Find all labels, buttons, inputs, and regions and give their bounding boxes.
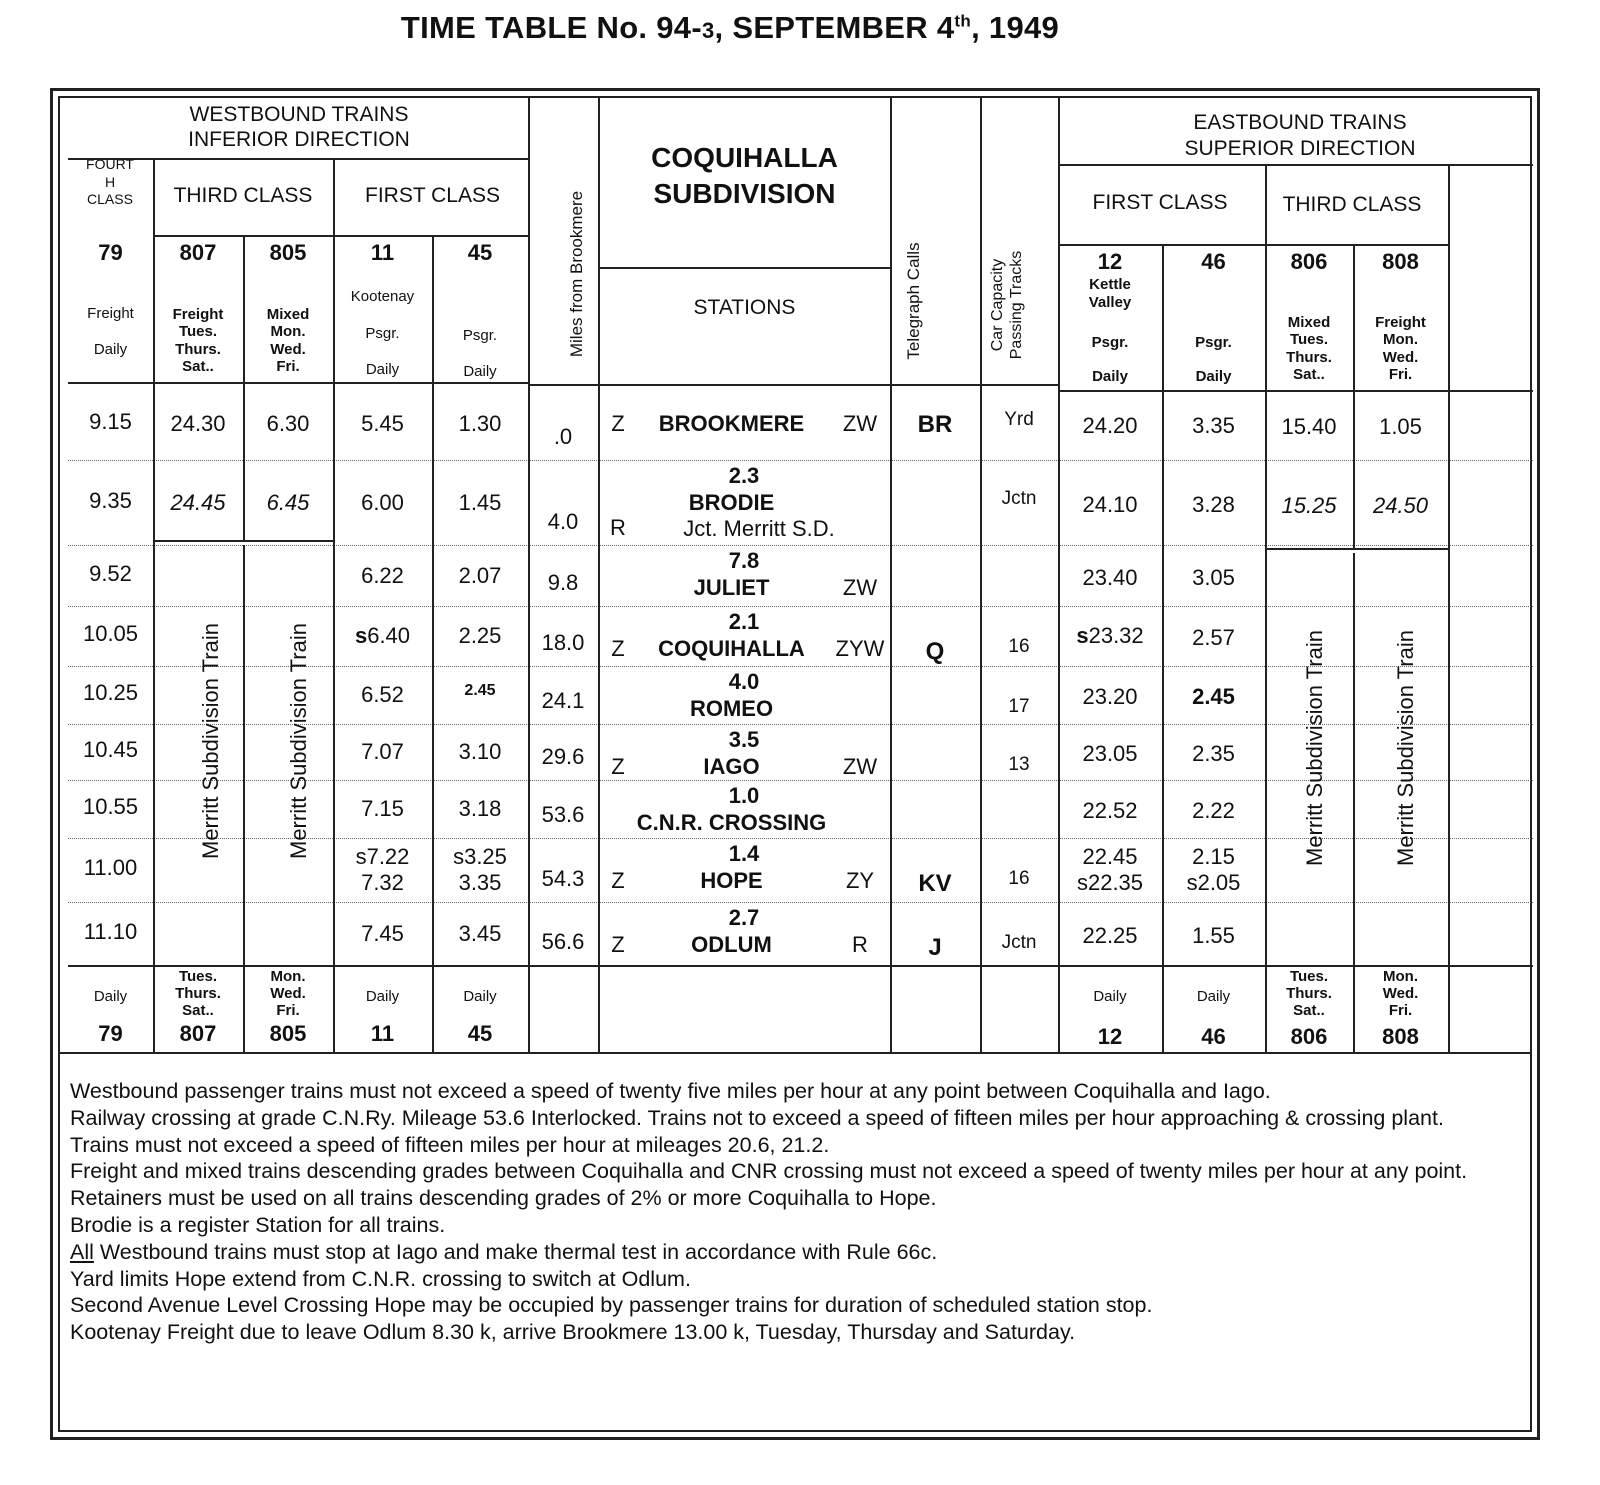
capacity-line1: Car Capacity: [989, 258, 1006, 352]
time-79: 11.10: [83, 919, 138, 944]
miles-value: 9.8: [547, 570, 579, 595]
east-train-12-desc: Valley: [1088, 294, 1132, 311]
time-12: 23.20: [1082, 684, 1138, 709]
note-all-underlined: All: [70, 1239, 94, 1264]
east-footer-days: Wed.: [1382, 985, 1419, 1002]
time-45: 2.25: [458, 623, 502, 648]
miles-value: 53.6: [541, 802, 585, 827]
title-sup: th: [954, 11, 972, 31]
east-train-46-number: 46: [1201, 249, 1226, 274]
merritt-train-808: Merritt Subdivision Train: [1393, 630, 1418, 866]
station-distance: 2.3: [728, 463, 760, 488]
station-left-code: Z: [611, 868, 625, 893]
east-footer-train-number: 12: [1097, 1024, 1123, 1049]
east-train-12-number: 12: [1097, 249, 1123, 274]
note-railway-crossing: Railway crossing at grade C.N.Ry. Mileage 53.6 Interlocked. Trains not to exceed a speed of fifteen miles per hour approaching & crossing plant.: [70, 1105, 1444, 1130]
note-brodie-register: Brodie is a register Station for all trains.: [70, 1212, 446, 1237]
time-11: [333, 623, 432, 649]
telegraph-call: J: [928, 934, 942, 961]
station-name: ROMEO: [689, 696, 774, 721]
east-train-808-desc: Freight: [1375, 314, 1426, 331]
miles-value: 24.1: [541, 688, 585, 713]
subdivision-title: [602, 140, 887, 212]
station-distance: 2.7: [728, 905, 760, 930]
row-separator: [68, 902, 1533, 903]
east-footer-days: Daily: [1093, 988, 1127, 1005]
car-capacity: Jctn: [1001, 488, 1037, 509]
station-junction-note: Jct. Merritt S.D.: [683, 516, 835, 541]
west-footer-days: Daily: [365, 988, 400, 1005]
time-808: 24.50: [1372, 493, 1429, 518]
notes-top-rule: [58, 1052, 1532, 1054]
west-train-807-desc: Freight: [172, 306, 224, 323]
miles-value: 29.6: [541, 744, 585, 769]
eastbound-header: [1060, 110, 1540, 162]
west-footer-days: Sat..: [182, 1002, 214, 1019]
time-11: 5.45: [361, 411, 404, 436]
time-12: 22.25: [1082, 923, 1138, 948]
station-head-rule: [598, 384, 890, 386]
east-trainhead-rule: [1058, 390, 1533, 392]
note-kootenay-freight: Kootenay Freight due to leave Odlum 8.30 k, arrive Brookmere 13.00 k, Tuesday, Thursday and Saturday.: [70, 1320, 1076, 1345]
miles-value: 4.0: [547, 509, 579, 534]
time-12: 24.10: [1082, 492, 1138, 517]
time-11: 7.32: [361, 870, 404, 895]
miles-value: .0: [553, 424, 573, 449]
west-train-807-number: 807: [179, 240, 217, 265]
east-third-block-rule: [1265, 548, 1448, 550]
west-train-11-desc: Daily: [365, 361, 400, 378]
west-train-11-desc: Psgr.: [365, 325, 400, 342]
station-name: HOPE: [700, 868, 763, 893]
station-name: IAGO: [703, 754, 760, 779]
miles-value: 54.3: [541, 866, 585, 891]
time-12: [1058, 623, 1162, 649]
car-capacity: 16: [1008, 868, 1030, 889]
station-name: ODLUM: [691, 932, 772, 957]
west-train-805-number: 805: [269, 240, 307, 265]
time-11: 7.07: [361, 739, 404, 764]
time-45: 2.07: [458, 563, 502, 588]
west-train-11-number: 11: [370, 240, 395, 265]
time-46: 2.45: [1192, 684, 1235, 709]
east-train-12-desc: Kettle: [1089, 276, 1131, 293]
time-79: 10.45: [82, 737, 139, 762]
east-train-808-desc: Mon.: [1383, 331, 1418, 348]
east-train-12-desc: Psgr.: [1091, 334, 1129, 351]
east-train-806-number: 806: [1290, 249, 1328, 274]
west-train-45-number: 45: [467, 240, 493, 265]
east-footer-train-number: 808: [1382, 1024, 1419, 1049]
west-train-805-desc: Fri.: [276, 358, 300, 375]
title-text: TIME TABLE No. 94-: [400, 10, 702, 45]
station-name: C.N.R. CROSSING: [636, 810, 827, 835]
east-train-806-desc: Sat..: [1293, 366, 1325, 383]
west-footer-train-number: 805: [269, 1021, 307, 1046]
station-left-code: R: [610, 515, 626, 540]
east-footer-days: Sat..: [1293, 1002, 1325, 1019]
time-807: 24.45: [170, 490, 226, 515]
station-name: JULIET: [693, 575, 770, 600]
time-808: 1.05: [1379, 414, 1422, 439]
east-footer-days: Thurs.: [1286, 985, 1332, 1002]
time-45-arrive: s3.25: [453, 844, 507, 869]
east-third-class-label: THIRD CLASS: [1282, 193, 1422, 216]
station-left-code: Z: [611, 932, 625, 957]
column-line: [153, 158, 155, 1052]
time-46: 1.55: [1192, 923, 1235, 948]
station-right-code: ZW: [842, 411, 878, 436]
telegraph-call: Q: [925, 638, 945, 665]
miles-value: 56.6: [541, 929, 585, 954]
note-freight-grades: Freight and mixed trains descending grades between Coquihalla and CNR crossing must not exceed a speed of twenty miles per hour at any point.: [70, 1159, 1468, 1184]
time-12: s22.35: [1076, 870, 1144, 895]
east-train-46-desc: Daily: [1195, 368, 1232, 385]
telegraph-call: BR: [917, 411, 953, 438]
row-separator: [68, 545, 1533, 546]
east-footer-days: Fri.: [1388, 1002, 1413, 1019]
west-footer-days: Fri.: [276, 1002, 300, 1019]
note-speed-mileages: Trains must not exceed a speed of fifteen miles per hour at mileages 20.6, 21.2.: [70, 1132, 830, 1157]
column-line: [890, 96, 892, 1052]
time-46: 2.35: [1192, 741, 1235, 766]
row-separator: [68, 460, 1533, 461]
time-11: 6.00: [361, 490, 404, 515]
station-distance: 4.0: [728, 669, 760, 694]
note-retainers: Retainers must be used on all trains descending grades of 2% or more Coquihalla to Hope.: [70, 1186, 937, 1211]
west-third-block-rule: [153, 540, 333, 542]
east-train-806-desc: Mixed: [1287, 314, 1331, 331]
car-capacity: Yrd: [1004, 409, 1034, 430]
notes: [70, 1078, 1520, 1346]
merritt-train-805: Merritt Subdivision Train: [286, 623, 311, 859]
time-46: s2.05: [1186, 870, 1241, 895]
stop-flag-s: s: [1076, 623, 1089, 648]
west-footer-train-number: 807: [179, 1021, 217, 1046]
east-footer-train-number: 806: [1290, 1024, 1328, 1049]
west-train-805-desc: Mixed: [266, 306, 310, 323]
west-train-79-number: 79: [98, 240, 123, 265]
merritt-train-807: Merritt Subdivision Train: [198, 623, 223, 859]
time-12: 24.20: [1082, 413, 1138, 438]
subdivision-rule: [598, 267, 890, 269]
west-train-45-desc: Daily: [463, 363, 497, 380]
east-class-rule: [1058, 244, 1448, 246]
car-capacity: Jctn: [1001, 932, 1037, 953]
car-capacity-label: [988, 215, 1028, 395]
east-train-808-desc: Wed.: [1382, 349, 1419, 366]
east-first-class-label: FIRST CLASS: [1092, 191, 1228, 214]
station-distance: 7.8: [728, 548, 760, 573]
title-sub: 3: [701, 18, 715, 43]
time-45: 1.45: [458, 490, 502, 515]
time-12-value: 23.32: [1088, 623, 1144, 648]
time-12: 23.40: [1082, 565, 1138, 590]
note-iago-stop: [70, 1239, 1520, 1266]
west-class-rule: [153, 235, 528, 237]
west-footer-days: Mon.: [270, 968, 306, 985]
station-distance: 1.0: [728, 783, 760, 808]
column-line: [1265, 164, 1267, 1052]
station-name: BRODIE: [688, 490, 775, 515]
west-train-45-desc: Psgr.: [462, 327, 498, 344]
west-footer-days: Daily: [463, 988, 497, 1005]
note-iago-text: Westbound trains must stop at Iago and make thermal test in accordance with Rule 66c.: [93, 1239, 938, 1264]
time-12-arrive: 22.45: [1082, 844, 1138, 869]
west-train-79-desc: Daily: [93, 341, 128, 358]
station-left-code: Z: [611, 754, 625, 779]
tele-head-rule: [890, 384, 1058, 386]
west-train-11-desc: Kootenay: [350, 288, 415, 305]
car-capacity: 13: [1008, 754, 1030, 775]
time-46-arrive: 2.15: [1192, 844, 1235, 869]
fourth-class-label: FOURT H CLASS: [86, 156, 134, 207]
west-third-class-label: THIRD CLASS: [173, 184, 313, 207]
time-46: 3.35: [1192, 413, 1235, 438]
time-805: 6.45: [266, 490, 310, 515]
east-header-rule: [1058, 164, 1533, 166]
time-46: 2.22: [1192, 798, 1235, 823]
time-11: 6.52: [361, 682, 404, 707]
time-79: 11.00: [83, 855, 138, 880]
west-footer-train-number: 11: [370, 1021, 395, 1046]
miles-head-rule: [528, 384, 598, 386]
title-year: , 1949: [971, 10, 1060, 45]
westbound-line1: WESTBOUND TRAINS: [189, 103, 409, 126]
time-806: 15.40: [1281, 414, 1337, 439]
stations-label: STATIONS: [693, 296, 796, 319]
station-name: COQUIHALLA: [658, 636, 805, 661]
eastbound-line2: SUPERIOR DIRECTION: [1184, 137, 1416, 160]
car-capacity: 16: [1008, 636, 1030, 657]
column-line: [980, 96, 982, 1052]
time-79: 10.55: [82, 794, 139, 819]
west-train-807-desc: Thurs.: [175, 341, 221, 358]
time-12: 22.52: [1082, 798, 1138, 823]
west-train-805-desc: Mon.: [270, 323, 306, 340]
time-79: 10.05: [82, 621, 139, 646]
column-line: [1448, 164, 1450, 1052]
station-right-code: ZYW: [835, 636, 885, 661]
station-distance: 2.1: [728, 609, 760, 634]
time-11: 7.15: [361, 796, 404, 821]
west-trainhead-rule: [68, 382, 528, 384]
time-79: 10.25: [82, 680, 139, 705]
footer-top-rule: [68, 965, 1533, 967]
west-train-807-desc: Tues.: [178, 323, 218, 340]
west-footer-train-number: 79: [98, 1021, 123, 1046]
note-second-avenue: Second Avenue Level Crossing Hope may be occupied by passenger trains for duration of scheduled station stop.: [70, 1293, 1153, 1318]
station-distance: 3.5: [728, 727, 760, 752]
station-left-code: Z: [611, 411, 625, 436]
west-train-79-desc: Freight: [87, 305, 134, 322]
telegraph-calls-label: Telegraph Calls: [904, 242, 923, 360]
time-45: 3.35: [458, 870, 502, 895]
station-right-code: ZW: [842, 754, 878, 779]
westbound-line2: INFERIOR DIRECTION: [188, 128, 410, 151]
time-79: 9.52: [89, 561, 132, 586]
eastbound-line1: EASTBOUND TRAINS: [1193, 111, 1407, 134]
title-date: , SEPTEMBER 4: [714, 10, 955, 45]
time-807: 24.30: [170, 411, 226, 436]
west-footer-days: Wed.: [270, 985, 306, 1002]
time-11-arrive: s7.22: [355, 844, 410, 869]
station-right-code: R: [852, 932, 868, 957]
west-train-805-desc: Wed.: [270, 341, 306, 358]
station-name: BROOKMERE: [658, 411, 805, 436]
east-footer-days: Mon.: [1383, 968, 1418, 985]
merritt-train-806: Merritt Subdivision Train: [1302, 630, 1327, 866]
east-footer-days: Tues.: [1289, 968, 1329, 985]
time-79: 9.35: [89, 488, 132, 513]
time-11-value: 6.40: [367, 623, 411, 648]
east-train-806-desc: Thurs.: [1286, 349, 1332, 366]
station-right-code: ZW: [842, 575, 878, 600]
miles-value: 18.0: [541, 630, 585, 655]
time-79: 9.15: [89, 409, 132, 434]
subdivision-line2: SUBDIVISION: [653, 178, 836, 209]
time-45: 1.30: [458, 411, 502, 436]
west-footer-days: Thurs.: [175, 985, 221, 1002]
car-capacity: 17: [1008, 696, 1030, 717]
station-right-code: ZY: [845, 868, 875, 893]
note-yard-limits: Yard limits Hope extend from C.N.R. crossing to switch at Odlum.: [70, 1266, 691, 1291]
east-train-808-desc: Fri.: [1388, 366, 1413, 383]
east-train-12-desc: Daily: [1092, 368, 1128, 385]
east-footer-train-number: 46: [1201, 1024, 1226, 1049]
time-12: 23.05: [1082, 741, 1138, 766]
west-first-class-label: FIRST CLASS: [365, 184, 500, 207]
westbound-header: [68, 102, 530, 152]
miles-from-brookmere-label: Miles from Brookmere: [567, 190, 586, 358]
telegraph-call: KV: [918, 870, 952, 897]
station-distance: 1.4: [728, 841, 760, 866]
west-footer-days: Tues.: [178, 968, 218, 985]
east-train-806-desc: Tues.: [1289, 331, 1329, 348]
time-11: 6.22: [361, 563, 404, 588]
time-805: 6.30: [266, 411, 310, 436]
station-left-code: Z: [611, 636, 625, 661]
time-806: 15.25: [1281, 493, 1337, 518]
note-speed-westbound: Westbound passenger trains must not exceed a speed of twenty five miles per hour at any point between Coquihalla and Iago.: [70, 1079, 1271, 1103]
west-train-807-desc: Sat..: [182, 358, 214, 375]
time-45: 3.10: [458, 739, 502, 764]
subdivision-line1: COQUIHALLA: [651, 142, 838, 173]
time-46: 2.57: [1192, 625, 1235, 650]
east-train-808-number: 808: [1382, 249, 1419, 274]
west-footer-days: Daily: [93, 988, 128, 1005]
time-46: 3.05: [1192, 565, 1235, 590]
west-footer-train-number: 45: [467, 1021, 493, 1046]
east-footer-days: Daily: [1196, 988, 1231, 1005]
time-45: 3.18: [458, 796, 502, 821]
east-train-46-desc: Psgr.: [1195, 334, 1232, 351]
time-45: 2.45: [464, 682, 496, 699]
page-title: [0, 10, 1460, 46]
time-11: 7.45: [361, 921, 404, 946]
capacity-line2: Passing Tracks: [1008, 250, 1025, 360]
time-45: 3.45: [458, 921, 502, 946]
time-46: 3.28: [1192, 492, 1235, 517]
stop-flag-s: s: [354, 623, 368, 648]
